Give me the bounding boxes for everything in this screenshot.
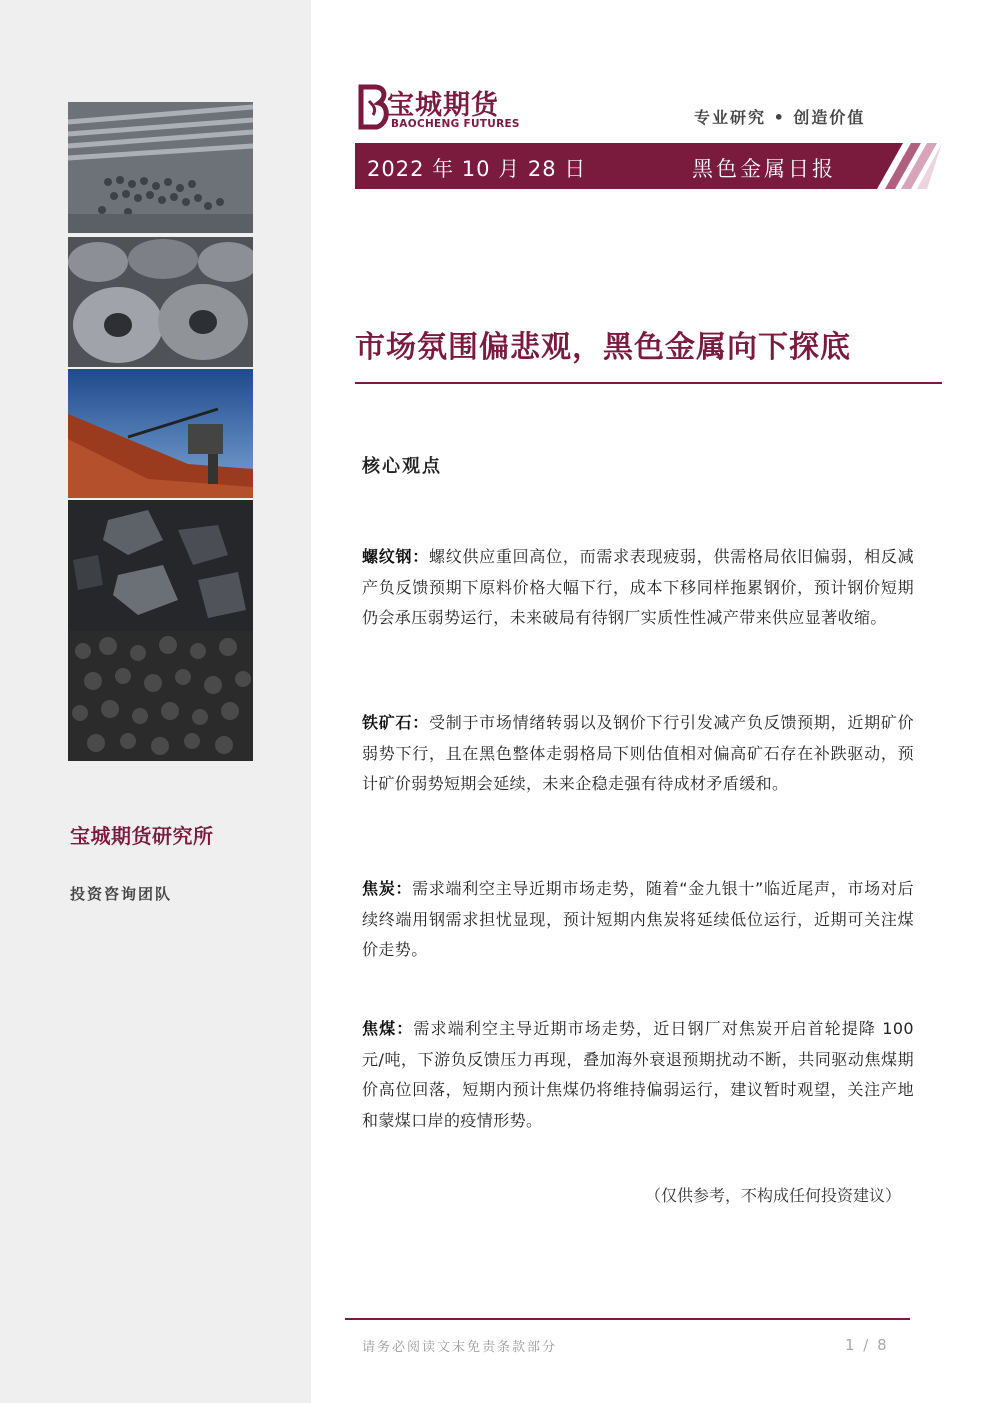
slogan: 专业研究 • 创造价值 xyxy=(694,108,866,127)
coke-pile-photo xyxy=(68,631,253,761)
research-institute-name: 宝城期货研究所 xyxy=(70,824,214,848)
company-logo xyxy=(355,83,525,133)
footer-divider xyxy=(345,1318,910,1320)
rebar-photo xyxy=(68,102,253,233)
coal-lumps-photo xyxy=(68,500,253,631)
paragraph-coking-coal: 焦煤：需求端利空主导近期市场走势，近日钢厂对焦炭开启首轮提降 100 元/吨，下游负反馈压力再现，叠加海外衰退预期扰动不断，共同驱动焦煤期价高位回落，短期内预计焦煤仍将维持偏弱运行，建议暂时观望，关注产地和蒙煤口岸的疫情形势。 xyxy=(362,1019,914,1130)
paragraph-text: 受制于市场情绪转弱以及钢价下行引发减产负反馈预期，近期矿价弱势下行，且在黑色整体走弱格局下则估值相对偏高矿石存在补跌驱动，预计矿价弱势短期会延续，未来企稳走强有待成材矛盾缓和。 xyxy=(362,713,915,793)
paragraph-coke: 焦炭：需求端利空主导近期市场走势，随着“金九银十”临近尾声，市场对后续终端用钢需求担忧显现，预计短期内焦炭将延续低位运行，近期可关注煤价走势。 xyxy=(362,879,914,959)
footer-notice: 请务必阅读文末免责条款部分 xyxy=(362,1340,558,1355)
section-heading: 核心观点 xyxy=(362,456,442,477)
paragraph-label: 焦炭 xyxy=(362,879,396,898)
page-number: 1 / 8 xyxy=(845,1336,889,1354)
logo-chinese-name: 宝城期货 xyxy=(387,90,499,121)
paragraph-text: 需求端利空主导近期市场走势，随着“金九银十”临近尾声，市场对后续终端用钢需求担忧显现，预计短期内焦炭将延续低位运行，近期可关注煤价走势。 xyxy=(362,879,914,959)
title-divider xyxy=(355,382,942,384)
sidebar xyxy=(0,0,311,1403)
logo-english-name: BAOCHENG FUTURES xyxy=(391,118,520,130)
paragraph-text: 螺纹供应重回高位，而需求表现疲弱，供需格局依旧偏弱，相反减产负反馈预期下原料价格大幅下行，成本下移同样拖累钢价，预计钢价短期仍会承压弱势运行，未来破局有待钢厂实质性性减产带来供应显著收缩。 xyxy=(362,547,915,627)
paragraph-label: 螺纹钢 xyxy=(362,547,413,566)
paragraph-label: 焦煤 xyxy=(362,1019,397,1038)
report-type: 黑色金属日报 xyxy=(692,157,836,181)
report-title: 市场氛围偏悲观，黑色金属向下探底 xyxy=(355,330,851,365)
team-name: 投资咨询团队 xyxy=(70,885,173,903)
paragraph-label: 铁矿石 xyxy=(362,713,413,732)
steel-coil-photo xyxy=(68,237,253,367)
paragraph-rebar: 螺纹钢：螺纹供应重回高位，而需求表现疲弱，供需格局依旧偏弱，相反减产负反馈预期下原料价格大幅下行，成本下移同样拖累钢价，预计钢价短期仍会承压弱势运行，未来破局有待钢厂实质性性减产带来供应显著收缩。 xyxy=(362,547,915,627)
paragraph-iron-ore: 铁矿石：受制于市场情绪转弱以及钢价下行引发减产负反馈预期，近期矿价弱势下行，且在黑色整体走弱格局下则估值相对偏高矿石存在补跌驱动，预计矿价弱势短期会延续，未来企稳走强有待成材矛盾缓和。 xyxy=(362,713,915,793)
paragraph-text: 需求端利空主导近期市场走势，近日钢厂对焦炭开启首轮提降 100 元/吨，下游负反馈压力再现，叠加海外衰退预期扰动不断，共同驱动焦煤期价高位回落，短期内预计焦煤仍将维持偏弱运行，建议暂时观望，关注产地和蒙煤口岸的疫情形势。 xyxy=(362,1019,914,1130)
report-date: 2022 年 10 月 28 日 xyxy=(367,157,587,181)
iron-ore-stacker-photo xyxy=(68,369,253,498)
disclaimer: （仅供参考，不构成任何投资建议） xyxy=(645,1186,902,1205)
